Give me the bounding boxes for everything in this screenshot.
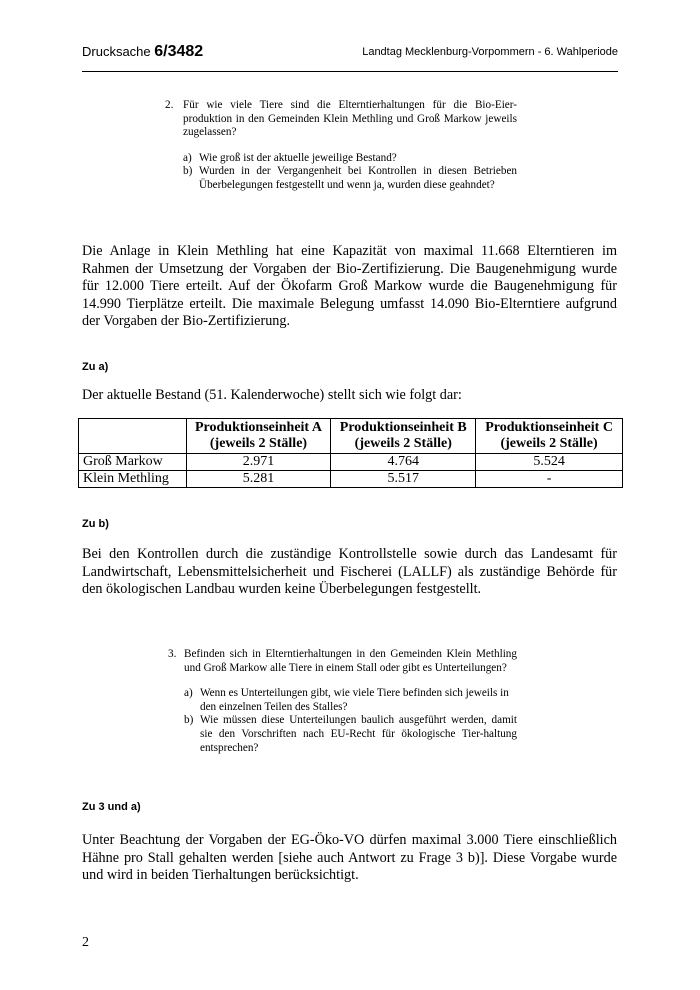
- question-2b-label: b): [183, 165, 193, 178]
- question-2-text: Für wie viele Tiere sind die Elterntierhaltungen für die Bio-Eier-produktion in den Gemeinden Klein Methling und Groß Markow jeweils zugelassen?: [183, 99, 517, 139]
- zu-3a-text: Unter Beachtung der Vorgaben der EG-Öko-VO dürfen maximal 3.000 Tiere einschließlich Hähne pro Stall gehalten werden [siehe auch Antwort zu Frage 3 b)]. Diese Vorgabe wurde und wird in beiden Tierhaltungen berücksichtigt.: [82, 832, 617, 884]
- table-row: [79, 471, 623, 488]
- table-header-a: Produktionseinheit A (jeweils 2 Ställe): [186, 419, 331, 454]
- header-divider: [82, 71, 618, 72]
- question-2a-text: Wie groß ist der aktuelle jeweilige Bestand?: [199, 151, 397, 164]
- zu-3a-heading: Zu 3 und a): [82, 801, 141, 813]
- question-2a-label: a): [183, 151, 192, 164]
- doc-number: 6/3482: [154, 43, 204, 60]
- table-header-row: [79, 419, 623, 454]
- row-value-a: 5.281: [186, 471, 331, 488]
- table-header-empty: [79, 419, 187, 454]
- zu-a-intro: Der aktuelle Bestand (51. Kalenderwoche) stellt sich wie folgt dar:: [82, 387, 462, 403]
- question-3: [168, 648, 517, 755]
- answer-2-text: Die Anlage in Klein Methling hat eine Kapazität von maximal 11.668 Elterntieren im Rahmen der Umsetzung der Vorgaben der Bio-Zertifizierung. Die Baugenehmigung wurde für 12.000 Tiere erteilt. Auf der Ökofarm Groß Markow wurde die Baugenehmigung für 14.990 Tierplätze erteilt. Die maximale Belegung umfasst 14.090 Bio-Elterntiere aufgrund der Vorgaben der Bio-Zertifizierung.: [82, 243, 617, 330]
- question-3a-text: Wenn es Unterteilungen gibt, wie viele Tiere befinden sich jeweils in den einzelnen Teilen des Stalles?: [200, 687, 509, 713]
- zu-b-heading: Zu b): [82, 518, 109, 530]
- zu-b-text: Bei den Kontrollen durch die zuständige Kontrollstelle sowie durch das Landesamt für Landwirtschaft, Lebensmittelsicherheit und Fischerei (LALLF) als zuständige Behörde für den ökologischen Landbau wurden keine Überbelegungen festgestellt.: [82, 546, 617, 598]
- table-header-c: Produktionseinheit C (jeweils 2 Ställe): [476, 419, 623, 454]
- question-3b-text: Wie müssen diese Unterteilungen baulich ausgeführt werden, damit sie den Vorschriften nach EU-Recht für ökologische Tier-haltung entsprechen?: [200, 714, 517, 754]
- stock-table: [78, 418, 623, 488]
- question-2b-text: Wurden in der Vergangenheit bei Kontrollen in diesen Betrieben Überbelegungen festgestellt und wenn ja, wurden diese geahndet?: [199, 165, 517, 191]
- question-3a-label: a): [184, 687, 193, 700]
- parliament-label: Landtag Mecklenburg-Vorpommern - 6. Wahlperiode: [362, 46, 618, 58]
- table-row: [79, 454, 623, 471]
- row-value-c: 5.524: [476, 454, 623, 471]
- question-3b-label: b): [184, 714, 194, 727]
- doc-prefix: Drucksache: [82, 44, 155, 59]
- row-name: Klein Methling: [79, 471, 187, 488]
- zu-a-heading: Zu a): [82, 361, 109, 373]
- question-3-number: 3.: [168, 648, 177, 660]
- question-2-number: 2.: [165, 99, 174, 111]
- row-value-c: -: [476, 471, 623, 488]
- row-value-a: 2.971: [186, 454, 331, 471]
- document-number: [82, 43, 203, 61]
- question-2: [165, 99, 517, 193]
- row-value-b: 4.764: [331, 454, 476, 471]
- row-value-b: 5.517: [331, 471, 476, 488]
- row-name: Groß Markow: [79, 454, 187, 471]
- page-number: 2: [82, 935, 89, 950]
- question-3-text: Befinden sich in Elterntierhaltungen in den Gemeinden Klein Methling und Groß Markow alle Tiere in einem Stall oder gibt es Unterteilungen?: [184, 648, 517, 674]
- table-header-b: Produktionseinheit B (jeweils 2 Ställe): [331, 419, 476, 454]
